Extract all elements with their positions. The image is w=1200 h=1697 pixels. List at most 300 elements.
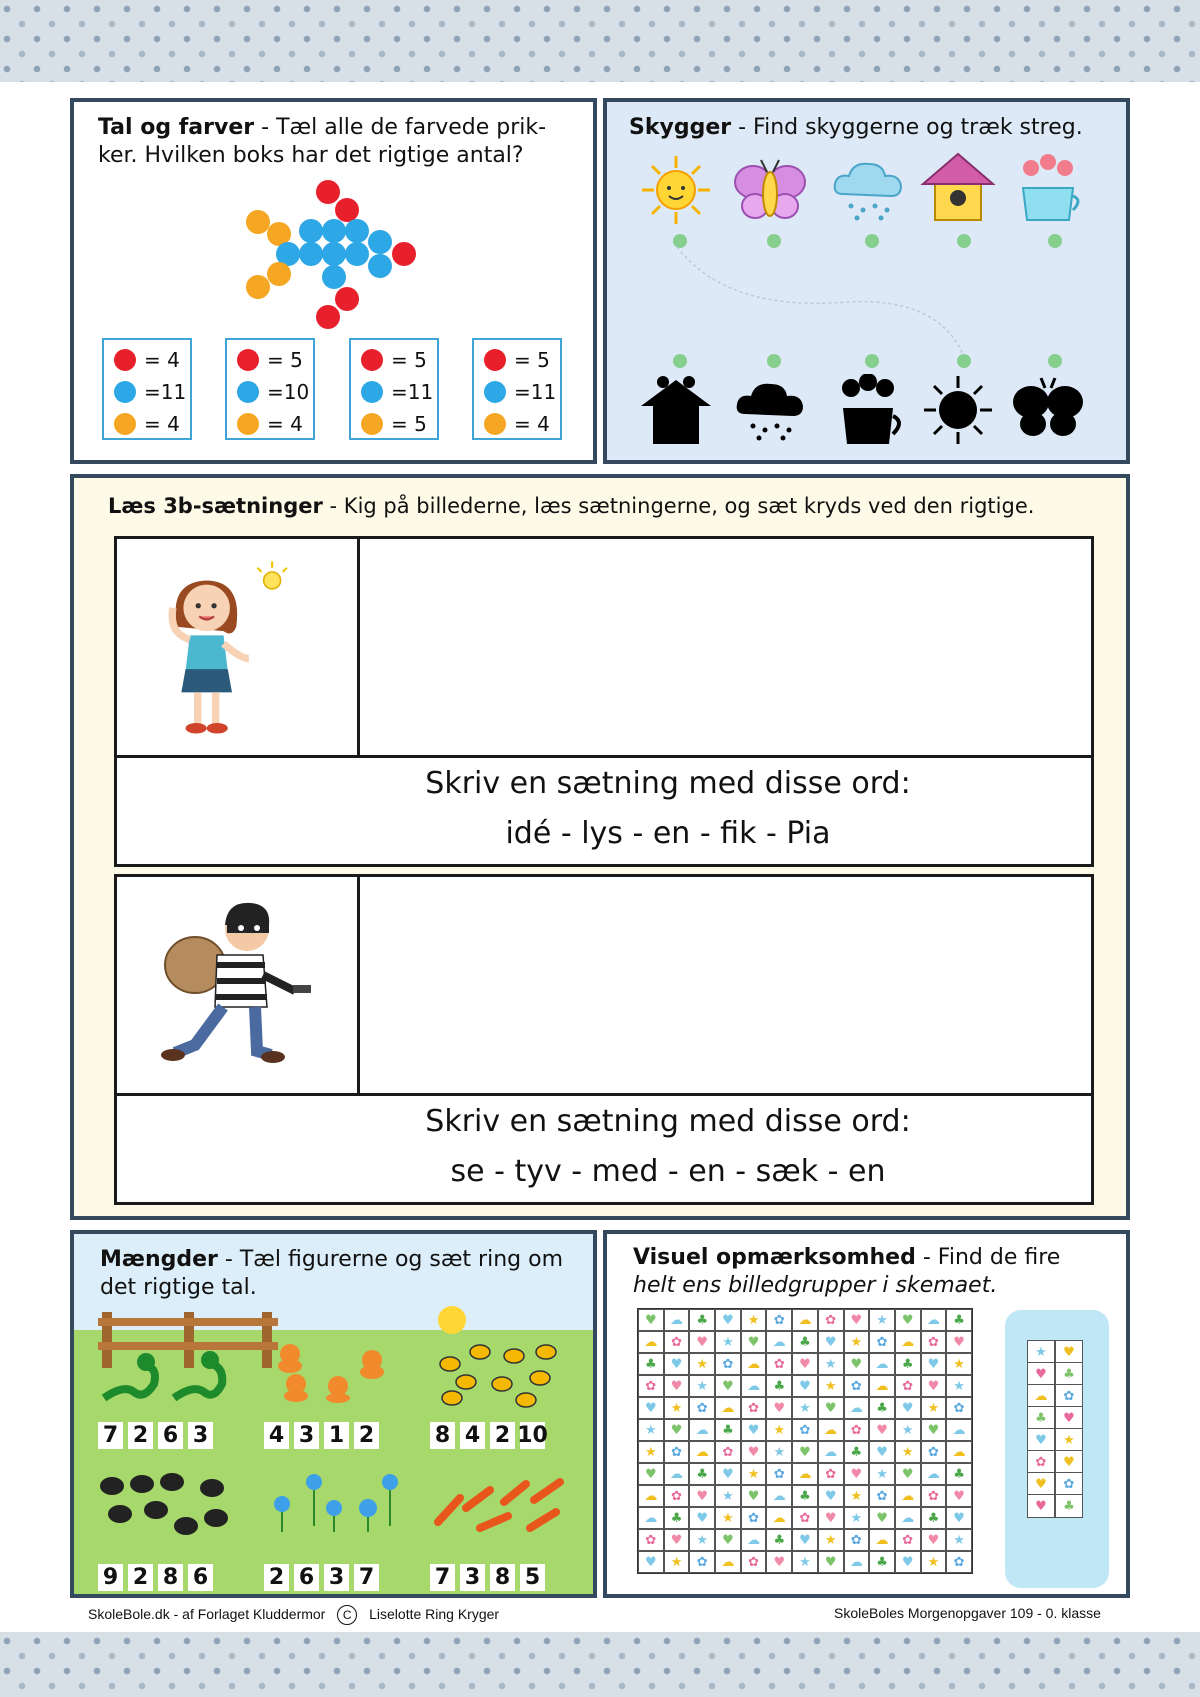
blue-count: =10	[267, 380, 310, 404]
saetninger-instruction: Kig på billederne, læs sætningerne, og sæt kryds ved den rigtige.	[343, 494, 1035, 518]
target-cell: ♣	[1055, 1362, 1083, 1386]
grid-cell[interactable]: ☁	[818, 1441, 844, 1463]
grid-cell[interactable]: ✿	[844, 1419, 870, 1441]
grid-cell[interactable]: ✿	[946, 1551, 972, 1573]
skygger-panel	[603, 98, 1130, 464]
grid-cell[interactable]: ★	[715, 1331, 741, 1353]
blue-dot	[322, 242, 346, 266]
orange-dot	[237, 413, 259, 435]
target-cell: ♥	[1055, 1340, 1083, 1364]
red-dot	[484, 349, 506, 371]
grid-cell[interactable]: ♣	[869, 1397, 895, 1419]
skygger-title: Skygger	[629, 115, 732, 140]
grid-cell[interactable]: ♥	[638, 1463, 664, 1485]
blue-dot	[361, 381, 383, 403]
grid-cell[interactable]: ♥	[715, 1463, 741, 1485]
grid-cell[interactable]: ★	[638, 1419, 664, 1441]
grid-cell[interactable]: ☁	[869, 1529, 895, 1551]
sun-shadow-icon[interactable]	[919, 374, 997, 446]
grid-cell[interactable]: ✿	[766, 1353, 792, 1375]
grid-cell[interactable]: ♥	[638, 1397, 664, 1419]
bees-icon	[430, 1338, 570, 1408]
number-choice[interactable]: 2	[264, 1564, 289, 1591]
grid-cell[interactable]: ★	[844, 1507, 870, 1529]
sentence-prompt-2: Skriv en sætning med disse ord:	[425, 1104, 911, 1139]
tal-og-farver-panel	[70, 98, 597, 464]
grid-cell[interactable]: ✿	[664, 1441, 690, 1463]
grid-cell[interactable]: ♣	[792, 1485, 818, 1507]
grid-cell[interactable]: ☁	[638, 1507, 664, 1529]
grid-cell[interactable]: ♥	[818, 1485, 844, 1507]
grid-cell[interactable]: ✿	[741, 1507, 767, 1529]
answer-box-1[interactable]	[357, 536, 1094, 758]
grid-cell[interactable]: ♥	[921, 1375, 947, 1397]
blue-count: =11	[144, 380, 187, 404]
orange-count: = 5	[391, 412, 427, 436]
grid-cell[interactable]: ♣	[689, 1463, 715, 1485]
footer-author: Liselotte Ring Kryger	[369, 1606, 500, 1622]
grid-cell[interactable]: ♥	[844, 1309, 870, 1331]
sentence-words-2: se - tyv - med - en - sæk - en	[450, 1154, 886, 1189]
grid-cell[interactable]: ♥	[869, 1507, 895, 1529]
grid-cell[interactable]: ♣	[792, 1331, 818, 1353]
target-cell: ✿	[1055, 1384, 1083, 1408]
grid-cell[interactable]: ★	[715, 1507, 741, 1529]
grid-cell[interactable]: ♥	[818, 1551, 844, 1573]
grid-cell[interactable]: ☁	[895, 1507, 921, 1529]
maengder-title: Mængder	[100, 1247, 218, 1272]
number-choice[interactable]: 6	[158, 1422, 183, 1449]
target-cell: ♣	[1027, 1406, 1055, 1430]
target-cell: ♥	[1027, 1472, 1055, 1496]
picture-box-1	[114, 536, 360, 758]
grid-cell[interactable]: ★	[895, 1419, 921, 1441]
number-row-beetles	[98, 1564, 213, 1591]
grid-cell[interactable]: ♥	[715, 1529, 741, 1551]
answer-box-3[interactable]	[349, 338, 439, 440]
target-cell: ♥	[1055, 1450, 1083, 1474]
blue-dot	[345, 219, 369, 243]
visuel-heading: Visuel opmærksomhed - Find de fire helt ens billedgrupper i skemaet.	[633, 1245, 1061, 1298]
grid-cell[interactable]: ♥	[664, 1353, 690, 1375]
number-choice[interactable]: 3	[294, 1422, 319, 1449]
grid-cell[interactable]: ♥	[766, 1551, 792, 1573]
number-choice[interactable]: 10	[517, 1423, 548, 1448]
blue-dot	[299, 242, 323, 266]
maengder-heading: Mængder - Tæl figurerne og sæt ring om det rigtige tal.	[100, 1247, 564, 1300]
target-cell: ♥	[1055, 1406, 1083, 1430]
grid-cell[interactable]: ♥	[792, 1375, 818, 1397]
blue-count: =11	[391, 380, 434, 404]
grid-cell[interactable]: ♥	[818, 1331, 844, 1353]
visuel-panel	[603, 1230, 1130, 1598]
grid-cell[interactable]: ★	[689, 1353, 715, 1375]
sentence-box-2	[114, 1093, 1094, 1205]
grid-cell[interactable]: ✿	[946, 1397, 972, 1419]
grid-cell[interactable]: ♥	[844, 1353, 870, 1375]
grid-cell[interactable]: ✿	[741, 1551, 767, 1573]
grid-cell[interactable]: ♣	[844, 1441, 870, 1463]
tal-og-farver-heading: Tal og farver - Tæl alle de farvede prik- ker. Hvilken boks har det rigtige antal?	[98, 115, 547, 168]
saetninger-title: Læs 3b-sætninger	[108, 494, 323, 518]
orange-dot	[361, 413, 383, 435]
grid-cell[interactable]: ★	[766, 1419, 792, 1441]
red-dot	[114, 349, 136, 371]
grid-cell[interactable]: ♣	[869, 1551, 895, 1573]
grid-cell[interactable]: ♥	[664, 1375, 690, 1397]
grid-cell[interactable]: ✿	[921, 1441, 947, 1463]
birdhouse-shadow-icon[interactable]	[637, 374, 715, 446]
butterfly-icon[interactable]	[731, 154, 809, 226]
grid-cell[interactable]: ★	[818, 1375, 844, 1397]
grid-cell[interactable]: ♥	[741, 1331, 767, 1353]
grid-cell[interactable]: ♣	[895, 1353, 921, 1375]
grid-cell[interactable]: ★	[664, 1551, 690, 1573]
grid-cell[interactable]: ♥	[741, 1419, 767, 1441]
tal-og-farver-instruction: Tæl alle de farvede prik-	[276, 115, 547, 140]
grid-cell[interactable]: ★	[818, 1529, 844, 1551]
grid-cell[interactable]: ♥	[921, 1353, 947, 1375]
red-dot	[361, 349, 383, 371]
number-choice[interactable]: 3	[188, 1422, 213, 1449]
visuel-instruction: Find de fire	[937, 1245, 1061, 1270]
number-row-bees	[430, 1422, 548, 1449]
grid-cell[interactable]: ★	[946, 1353, 972, 1375]
answer-box-1[interactable]	[102, 338, 192, 440]
grid-cell[interactable]: ♥	[844, 1463, 870, 1485]
grid-cell[interactable]: ★	[715, 1485, 741, 1507]
grid-cell[interactable]: ♥	[689, 1485, 715, 1507]
grid-cell[interactable]: ☁	[689, 1419, 715, 1441]
visuel-title: Visuel opmærksomhed	[633, 1245, 916, 1270]
grid-cell[interactable]: ☁	[766, 1507, 792, 1529]
grid-cell[interactable]: ✿	[792, 1507, 818, 1529]
grid-cell[interactable]: ★	[844, 1331, 870, 1353]
target-cell: ♣	[1055, 1494, 1083, 1518]
number-choice[interactable]: 2	[128, 1564, 153, 1591]
red-dot	[316, 305, 340, 329]
birdhouse-icon[interactable]	[919, 150, 997, 222]
beetles-icon	[94, 1468, 234, 1538]
grid-cell[interactable]: ✿	[664, 1485, 690, 1507]
grid-cell[interactable]: ✿	[792, 1419, 818, 1441]
grid-cell[interactable]: ★	[664, 1397, 690, 1419]
grid-cell[interactable]: ♥	[946, 1507, 972, 1529]
grid-cell[interactable]: ☁	[766, 1485, 792, 1507]
grid-cell[interactable]: ✿	[689, 1551, 715, 1573]
grid-cell[interactable]: ★	[844, 1485, 870, 1507]
grid-cell[interactable]: ★	[741, 1309, 767, 1331]
rain-cloud-icon[interactable]	[829, 154, 907, 226]
blue-dot	[484, 381, 506, 403]
grid-cell[interactable]: ☁	[741, 1353, 767, 1375]
grid-cell[interactable]: ♥	[715, 1375, 741, 1397]
target-cell: ✿	[1055, 1472, 1083, 1496]
flower-pot-shadow-icon[interactable]	[829, 374, 907, 446]
grid-cell[interactable]: ☁	[766, 1331, 792, 1353]
grid-cell[interactable]: ★	[818, 1353, 844, 1375]
grid-cell[interactable]: ♣	[766, 1375, 792, 1397]
grid-cell[interactable]: ☁	[792, 1309, 818, 1331]
number-choice[interactable]: 7	[430, 1564, 455, 1591]
grid-cell[interactable]: ♥	[895, 1309, 921, 1331]
red-count: = 4	[144, 348, 180, 372]
answer-box-4[interactable]	[472, 338, 562, 440]
grid-cell[interactable]: ✿	[921, 1485, 947, 1507]
grid-cell[interactable]: ☁	[844, 1551, 870, 1573]
grid-cell[interactable]: ♥	[921, 1529, 947, 1551]
answer-box-2[interactable]	[357, 874, 1094, 1096]
visuel-instruction-2: helt ens billedgrupper i skemaet.	[633, 1273, 998, 1298]
grid-cell[interactable]: ✿	[818, 1309, 844, 1331]
grid-cell[interactable]: ☁	[792, 1463, 818, 1485]
blue-dot	[237, 381, 259, 403]
orange-count: = 4	[144, 412, 180, 436]
target-cell: ♥	[1027, 1428, 1055, 1452]
grid-cell[interactable]: ♣	[766, 1529, 792, 1551]
grid-cell[interactable]: ☁	[844, 1397, 870, 1419]
grid-cell[interactable]: ♥	[715, 1309, 741, 1331]
grid-cell[interactable]: ✿	[766, 1463, 792, 1485]
grid-cell[interactable]: ★	[946, 1529, 972, 1551]
rain-cloud-shadow-icon[interactable]	[731, 374, 809, 446]
grid-cell[interactable]: ☁	[638, 1485, 664, 1507]
target-cell: ♥	[1027, 1362, 1055, 1386]
symbol-grid	[637, 1308, 973, 1574]
connector-dot[interactable]	[1048, 234, 1062, 248]
picture-box-2	[114, 874, 360, 1096]
number-row-flowers	[264, 1564, 379, 1591]
connector-dot[interactable]	[1048, 354, 1062, 368]
target-groups	[1027, 1340, 1083, 1516]
grid-cell[interactable]: ♥	[741, 1485, 767, 1507]
grid-cell[interactable]: ★	[792, 1397, 818, 1419]
connector-dot[interactable]	[865, 354, 879, 368]
orange-dot	[246, 275, 270, 299]
blue-dot	[368, 230, 392, 254]
grid-cell[interactable]: ♣	[638, 1353, 664, 1375]
number-choice[interactable]: 9	[98, 1564, 123, 1591]
orange-dot	[484, 413, 506, 435]
grid-cell[interactable]: ★	[792, 1551, 818, 1573]
thief-icon	[155, 895, 325, 1085]
grid-cell[interactable]: ✿	[715, 1353, 741, 1375]
blue-dot	[114, 381, 136, 403]
blue-dot	[322, 265, 346, 289]
grid-cell[interactable]: ☁	[869, 1375, 895, 1397]
flower-pot-icon[interactable]	[1009, 152, 1087, 224]
snakes-icon	[94, 1344, 234, 1404]
grid-cell[interactable]: ♥	[638, 1551, 664, 1573]
blue-dot	[345, 242, 369, 266]
grid-cell[interactable]: ♥	[895, 1397, 921, 1419]
number-row-snakes	[98, 1422, 213, 1449]
grid-cell[interactable]: ☁	[946, 1441, 972, 1463]
grid-cell[interactable]: ✿	[638, 1529, 664, 1551]
number-choice[interactable]: 6	[294, 1564, 319, 1591]
grid-cell[interactable]: ♣	[946, 1463, 972, 1485]
grid-cell[interactable]: ★	[895, 1441, 921, 1463]
grid-cell[interactable]: ♥	[869, 1419, 895, 1441]
grid-cell[interactable]: ♥	[921, 1419, 947, 1441]
sentence-words-1: idé - lys - en - fik - Pia	[505, 816, 831, 851]
grid-cell[interactable]: ♣	[946, 1309, 972, 1331]
target-cell: ★	[1027, 1340, 1055, 1364]
number-choice[interactable]: 4	[264, 1422, 289, 1449]
grid-cell[interactable]: ★	[921, 1551, 947, 1573]
bottom-pattern-band	[0, 1632, 1200, 1697]
number-choice[interactable]: 8	[490, 1564, 515, 1591]
grid-cell[interactable]: ♥	[818, 1397, 844, 1419]
grid-cell[interactable]: ♥	[869, 1441, 895, 1463]
number-choice[interactable]: 6	[188, 1564, 213, 1591]
grid-cell[interactable]: ☁	[895, 1485, 921, 1507]
grid-cell[interactable]: ♣	[921, 1507, 947, 1529]
carrots-icon	[430, 1468, 570, 1538]
grid-cell[interactable]: ♥	[689, 1507, 715, 1529]
grid-cell[interactable]: ♥	[664, 1419, 690, 1441]
grid-cell[interactable]: ★	[638, 1441, 664, 1463]
saetninger-panel	[70, 474, 1130, 1220]
grid-cell[interactable]: ✿	[869, 1485, 895, 1507]
grid-cell[interactable]: ♥	[689, 1331, 715, 1353]
grid-cell[interactable]: ♥	[741, 1441, 767, 1463]
number-row-cats	[264, 1422, 379, 1449]
number-choice[interactable]: 8	[430, 1422, 455, 1449]
target-cell: ☁	[1027, 1384, 1055, 1408]
grid-cell[interactable]: ☁	[689, 1441, 715, 1463]
grid-cell[interactable]: ★	[869, 1309, 895, 1331]
number-choice[interactable]: 8	[158, 1564, 183, 1591]
number-choice[interactable]: 2	[490, 1422, 515, 1449]
butterfly-shadow-icon[interactable]	[1009, 374, 1087, 446]
orange-dot	[114, 413, 136, 435]
red-count: = 5	[267, 348, 303, 372]
grid-cell[interactable]: ♥	[895, 1551, 921, 1573]
connector-dot[interactable]	[767, 354, 781, 368]
grid-cell[interactable]: ♥	[766, 1397, 792, 1419]
grid-cell[interactable]: ♣	[689, 1309, 715, 1331]
sun-icon[interactable]	[637, 154, 715, 226]
grid-cell[interactable]: ☁	[715, 1551, 741, 1573]
grid-cell[interactable]: ✿	[664, 1331, 690, 1353]
grid-cell[interactable]: ♥	[946, 1485, 972, 1507]
grid-cell[interactable]: ✿	[741, 1397, 767, 1419]
footer-left	[88, 1605, 499, 1625]
sun-decoration-icon	[432, 1300, 472, 1340]
grid-cell[interactable]: ✿	[689, 1397, 715, 1419]
grid-cell[interactable]: ★	[946, 1375, 972, 1397]
grid-cell[interactable]: ✿	[766, 1309, 792, 1331]
grid-cell[interactable]: ✿	[638, 1375, 664, 1397]
grid-cell[interactable]: ☁	[741, 1529, 767, 1551]
grid-cell[interactable]: ☁	[715, 1397, 741, 1419]
grid-cell[interactable]: ☁	[664, 1463, 690, 1485]
number-choice[interactable]: 5	[520, 1564, 545, 1591]
number-choice[interactable]: 3	[324, 1564, 349, 1591]
connector-dot[interactable]	[957, 354, 971, 368]
sentence-box-1	[114, 755, 1094, 867]
grid-cell[interactable]: ★	[689, 1375, 715, 1397]
target-cell: ✿	[1027, 1450, 1055, 1474]
red-dot	[392, 242, 416, 266]
grid-cell[interactable]: ♥	[792, 1529, 818, 1551]
orange-dot	[267, 262, 291, 286]
grid-cell[interactable]: ✿	[715, 1441, 741, 1463]
skygger-heading: Skygger - Find skyggerne og træk streg.	[629, 115, 1083, 140]
number-choice[interactable]: 7	[98, 1422, 123, 1449]
grid-cell[interactable]: ♥	[818, 1507, 844, 1529]
footer-right: SkoleBoles Morgenopgaver 109 - 0. klasse	[834, 1605, 1101, 1621]
target-groups-strip	[1005, 1310, 1109, 1588]
number-choice[interactable]: 4	[460, 1422, 485, 1449]
number-choice[interactable]: 2	[354, 1422, 379, 1449]
orange-count: = 4	[267, 412, 303, 436]
grid-cell[interactable]: ☁	[638, 1331, 664, 1353]
example-line	[667, 242, 967, 362]
grid-cell[interactable]: ☁	[921, 1463, 947, 1485]
blue-dot	[322, 219, 346, 243]
grid-cell[interactable]: ☁	[946, 1419, 972, 1441]
tal-og-farver-title: Tal og farver	[98, 115, 255, 140]
skygger-instruction: Find skyggerne og træk streg.	[753, 115, 1083, 140]
red-dot	[335, 287, 359, 311]
grid-cell[interactable]: ✿	[844, 1529, 870, 1551]
blue-dot	[299, 219, 323, 243]
connector-dot[interactable]	[673, 354, 687, 368]
grid-cell[interactable]: ★	[869, 1463, 895, 1485]
grid-cell[interactable]: ♥	[946, 1331, 972, 1353]
cats-icon	[260, 1334, 410, 1404]
grid-cell[interactable]: ☁	[818, 1419, 844, 1441]
grid-cell[interactable]: ♥	[664, 1529, 690, 1551]
grid-cell[interactable]: ✿	[844, 1375, 870, 1397]
grid-cell[interactable]: ★	[689, 1529, 715, 1551]
grid-cell[interactable]: ♣	[664, 1507, 690, 1529]
grid-cell[interactable]: ☁	[869, 1353, 895, 1375]
grid-cell[interactable]: ✿	[895, 1529, 921, 1551]
top-pattern-band	[0, 0, 1200, 82]
red-count: = 5	[514, 348, 550, 372]
grid-cell[interactable]: ★	[741, 1463, 767, 1485]
grid-cell[interactable]: ✿	[921, 1331, 947, 1353]
target-cell: ♥	[1027, 1494, 1055, 1518]
grid-cell[interactable]: ☁	[921, 1309, 947, 1331]
grid-cell[interactable]: ♥	[792, 1441, 818, 1463]
grid-cell[interactable]: ☁	[895, 1331, 921, 1353]
answer-box-2[interactable]	[225, 338, 315, 440]
red-dot	[316, 180, 340, 204]
grid-cell[interactable]: ✿	[869, 1331, 895, 1353]
grid-cell[interactable]: ✿	[895, 1375, 921, 1397]
grid-cell[interactable]: ✿	[818, 1463, 844, 1485]
grid-cell[interactable]: ♣	[715, 1419, 741, 1441]
copyright-icon: C	[337, 1605, 357, 1625]
grid-cell[interactable]: ★	[921, 1397, 947, 1419]
grid-cell[interactable]: ☁	[741, 1375, 767, 1397]
grid-cell[interactable]: ♥	[638, 1309, 664, 1331]
number-choice[interactable]: 7	[354, 1564, 379, 1591]
grid-cell[interactable]: ♥	[792, 1353, 818, 1375]
number-choice[interactable]: 3	[460, 1564, 485, 1591]
saetninger-heading: Læs 3b-sætninger - Kig på billederne, læs sætningerne, og sæt kryds ved den rigtige.	[108, 494, 1035, 518]
grid-cell[interactable]: ♥	[895, 1463, 921, 1485]
flowers-icon	[264, 1466, 404, 1536]
grid-cell[interactable]: ★	[766, 1441, 792, 1463]
number-choice[interactable]: 1	[324, 1422, 349, 1449]
grid-cell[interactable]: ☁	[664, 1309, 690, 1331]
number-choice[interactable]: 2	[128, 1422, 153, 1449]
